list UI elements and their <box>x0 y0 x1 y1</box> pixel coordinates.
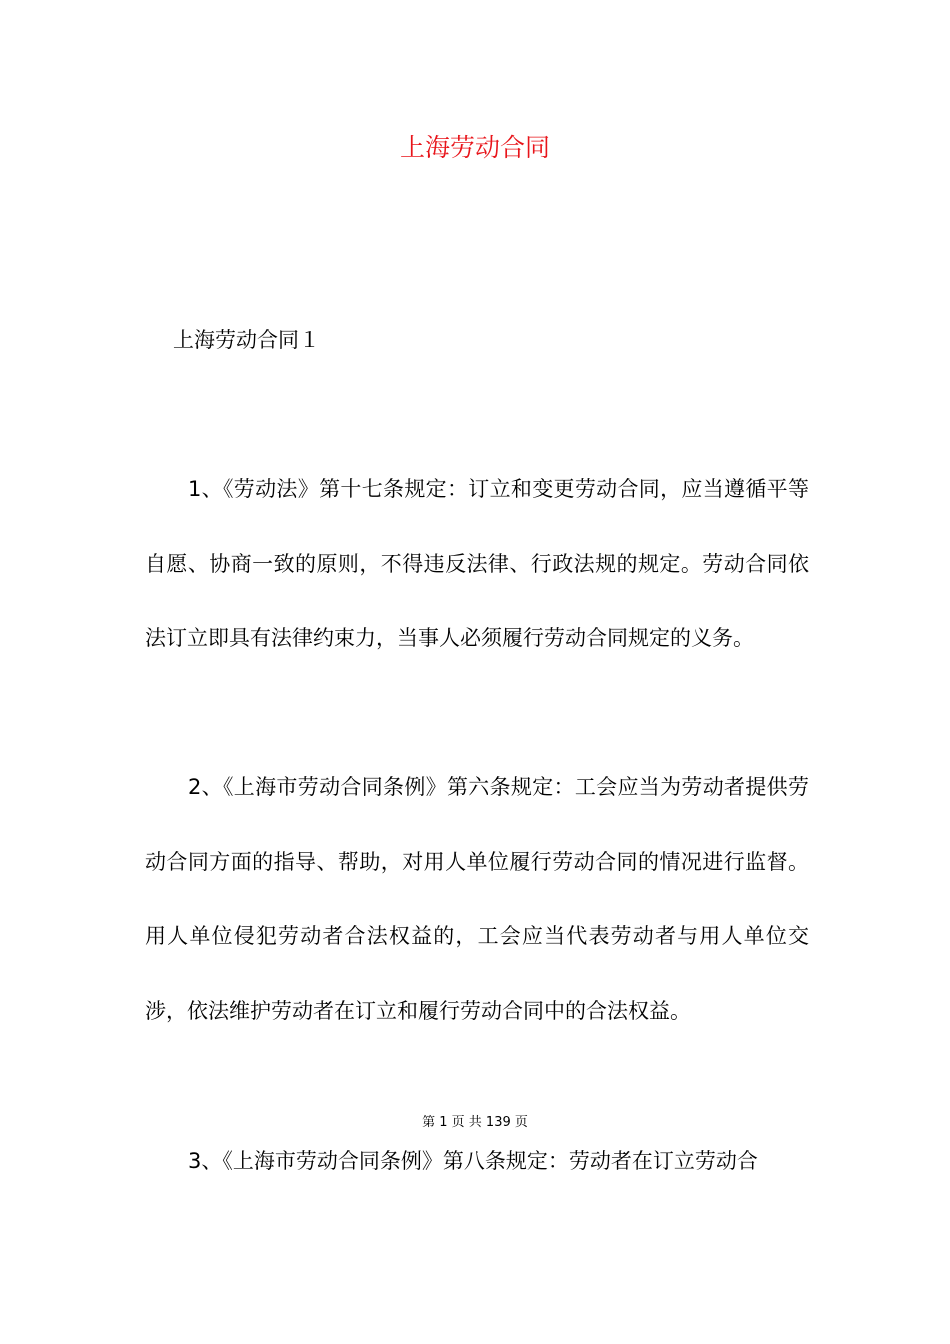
document-title: 上海劳动合同 <box>399 133 550 162</box>
document-subtitle: 上海劳动合同１ <box>173 328 320 352</box>
paragraph-1: 1、《劳动法》第十七条规定：订立和变更劳动合同，应当遵循平等自愿、协商一致的原则，不得违反法律、行政法规的规定。劳动合同依法订立即具有法律约束力，当事人必须履行劳动合同规定的义务。 <box>145 477 809 650</box>
paragraph-2: 2、《上海市劳动合同条例》第六条规定：工会应当为劳动者提供劳动合同方面的指导、帮助，对用人单位履行劳动合同的情况进行监督。用人单位侵犯劳动者合法权益的，工会应当代表劳动者与用人单位交涉，依法维护劳动者在订立和履行劳动合同中的合法权益。 <box>145 775 809 1023</box>
paragraph-3: 3、《上海市劳动合同条例》第八条规定：劳动者在订立劳动合 <box>188 1149 758 1173</box>
page-footer: 第 1 页 共 139 页 <box>422 1115 528 1130</box>
